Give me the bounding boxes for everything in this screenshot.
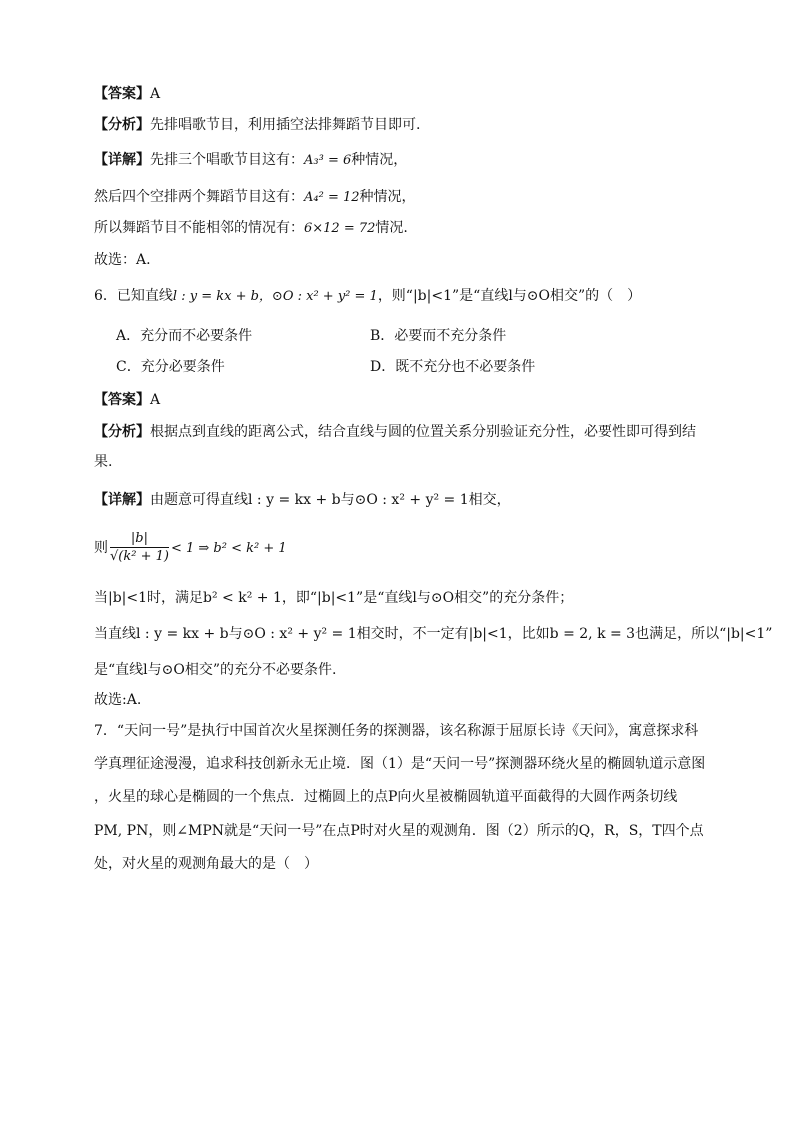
option-b: B．必要而不充分条件 xyxy=(370,328,507,344)
answer-6 xyxy=(94,390,160,410)
detail-tag: 【详解】 xyxy=(94,152,150,168)
detail-6-line-5: 是“直线l与⊙O相交”的充分不必要条件. xyxy=(94,662,337,678)
answer-value: A xyxy=(150,392,161,408)
detail-6-line-3: 当|b|<1时，满足b² < k² + 1，即“|b|<1”是“直线l与⊙O相交”的充分条件； xyxy=(94,590,574,606)
option-d: D．既不充分也不必要条件 xyxy=(370,359,536,375)
detail-text: 先排三个唱歌节目这有： xyxy=(150,152,304,168)
question-7-line-4: PM, PN，则∠MPN就是“天问一号”在点P时对火星的观测角．图（2）所示的Q，R，S，T四个点 xyxy=(94,823,704,839)
detail-then: 则 xyxy=(94,540,108,556)
analysis-text: 先排唱歌节目，利用插空法排舞蹈节目即可. xyxy=(150,117,421,133)
math-circle: ，⊙O : x² + y² = 1 xyxy=(258,289,378,304)
math-expression: A₄² = 12 xyxy=(304,190,360,205)
fraction-denominator: √(k² + 1) xyxy=(110,548,169,564)
detail-6-line-4: 当直线l : y = kx + b与⊙O : x² + y² = 1相交时，不一定有|b|<1，比如b = 2, k = 3也满足，所以“|b|<1” xyxy=(94,626,773,642)
detail-5-line-2 xyxy=(94,187,416,208)
question-text: ，则“|b|<1”是“直线l与⊙O相交”的（ ） xyxy=(377,288,642,304)
option-c: C．充分必要条件 xyxy=(116,359,225,375)
analysis-tag: 【分析】 xyxy=(94,424,150,440)
detail-text-tail: 种情况， xyxy=(359,189,416,205)
analysis-6 xyxy=(94,422,696,442)
detail-text: 所以舞蹈节目不能相邻的情况有： xyxy=(94,220,304,236)
analysis-text: 根据点到直线的距离公式，结合直线与圆的位置关系分别验证充分性，必要性即可得到结 xyxy=(150,424,696,440)
inequality: < 1 ⇒ b² < k² + 1 xyxy=(170,541,287,556)
option-a: A．充分而不必要条件 xyxy=(116,328,253,344)
analysis-tag: 【分析】 xyxy=(94,117,150,133)
fraction-numerator: |b| xyxy=(110,531,169,548)
answer-value: A xyxy=(150,86,161,102)
question-number: 6．已知直线 xyxy=(94,288,173,304)
math-line: l : y = kx + b xyxy=(172,289,259,304)
question-6 xyxy=(94,286,641,307)
detail-text: 由题意可得直线l : y = kx + b与⊙O : x² + y² = 1相交， xyxy=(150,492,511,508)
detail-5-line-3 xyxy=(94,218,408,239)
select-5: 故选：A. xyxy=(94,252,151,268)
detail-5-line-1 xyxy=(94,150,407,171)
detail-6-line-1 xyxy=(94,490,511,510)
question-7-line-5: 处，对火星的观测角最大的是（ ） xyxy=(94,856,318,872)
detail-tag: 【详解】 xyxy=(94,492,150,508)
detail-text-tail: 种情况， xyxy=(351,152,408,168)
question-7-line-3: ，火星的球心是椭圆的一个焦点．过椭圆上的点P向火星被椭圆轨道平面截得的大圆作两条切线 xyxy=(94,789,678,805)
analysis-5 xyxy=(94,115,420,135)
detail-6-fraction-line xyxy=(94,528,287,569)
answer-tag: 【答案】 xyxy=(94,392,150,408)
question-7-line-2: 学真理征途漫漫，追求科技创新永无止境．图（1）是“天问一号”探测器环绕火星的椭圆轨道示意图 xyxy=(94,756,706,772)
detail-text-tail: 情况. xyxy=(375,220,408,236)
analysis-6-line-2: 果. xyxy=(94,454,113,470)
distance-fraction xyxy=(110,531,169,566)
math-expression: A₃³ = 6 xyxy=(304,153,352,168)
answer-5 xyxy=(94,84,160,104)
select-6: 故选:A. xyxy=(94,692,142,708)
math-expression: 6×12 = 72 xyxy=(304,221,376,236)
answer-tag: 【答案】 xyxy=(94,86,150,102)
question-7-line-1: 7．“天问一号”是执行中国首次火星探测任务的探测器，该名称源于屈原长诗《天问》，寓意探求科 xyxy=(94,723,699,739)
detail-text: 然后四个空排两个舞蹈节目这有： xyxy=(94,189,304,205)
